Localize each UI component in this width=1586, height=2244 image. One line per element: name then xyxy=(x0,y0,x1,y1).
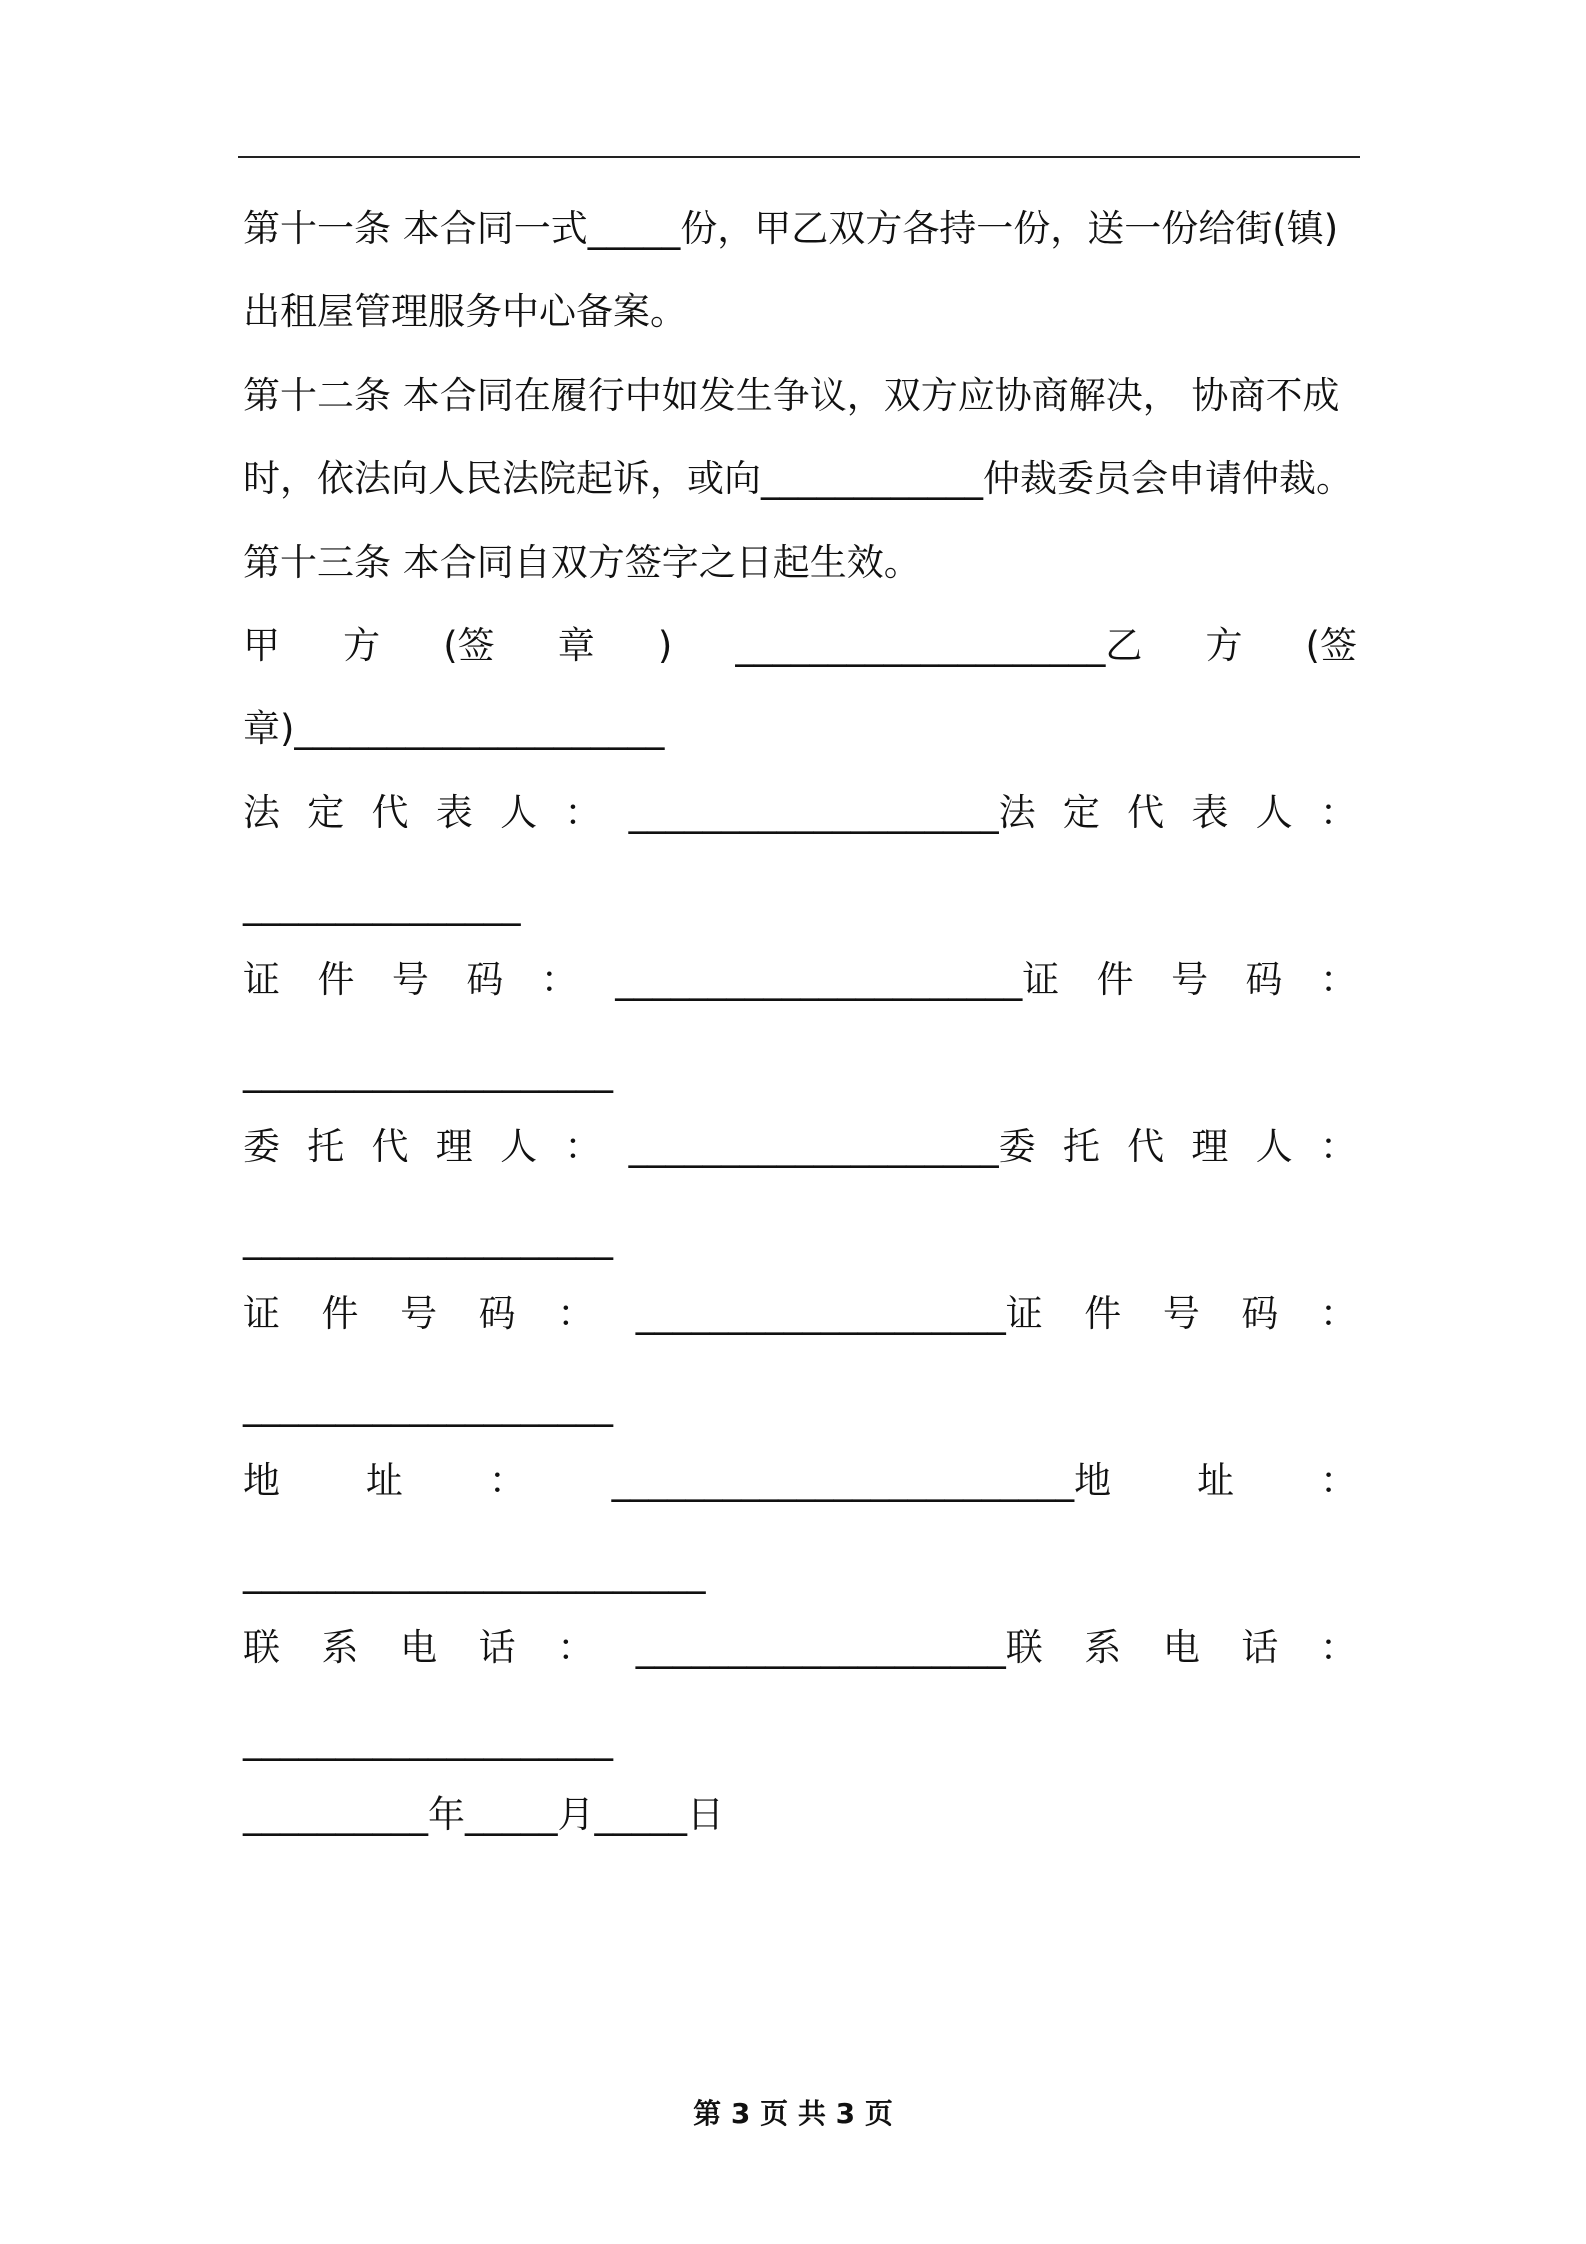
phone-cell: 系 xyxy=(321,1626,359,1669)
phone-cell: 系 xyxy=(1084,1626,1122,1669)
id-cell: ____________________证 xyxy=(635,1292,1043,1335)
id-cell: 码 xyxy=(1241,1292,1279,1335)
legal-rep-cell: 代 xyxy=(371,791,409,834)
legal-rep-cell: ： xyxy=(564,791,602,834)
sig-cell: ____________________乙 xyxy=(735,624,1143,667)
address-blank: _________________________ xyxy=(243,1551,706,1594)
agent-row xyxy=(243,1122,1357,1172)
address-cell: 址 xyxy=(365,1459,403,1502)
phone-cell: ： xyxy=(1319,1626,1357,1669)
page-number-footer: 第 3 页 共 3 页 xyxy=(693,2097,893,2130)
article-12-line-2: 时，依法向人民法院起诉，或向____________仲裁委员会申请仲裁。 xyxy=(243,457,1353,500)
id-cell: 码 xyxy=(1245,958,1283,1001)
phone-cell: 话 xyxy=(478,1626,516,1669)
id-number-blank-2: ____________________ xyxy=(243,1384,613,1427)
sig-cell: ) xyxy=(657,624,673,667)
id-cell: ： xyxy=(1319,1292,1357,1335)
article-11-line-1: 第十一条 本合同一式_____份，甲乙双方各持一份，送一份给街(镇) xyxy=(243,207,1339,250)
agent-cell: 理 xyxy=(1191,1125,1229,1168)
address-cell: ： xyxy=(488,1459,526,1502)
legal-rep-cell: 定 xyxy=(1062,791,1100,834)
sig-cell: (签 xyxy=(443,624,495,667)
id-number-blank-1: ____________________ xyxy=(243,1050,613,1093)
phone-cell: ____________________联 xyxy=(635,1626,1043,1669)
agent-cell: 托 xyxy=(1062,1125,1100,1168)
phone-blank: ____________________ xyxy=(243,1718,613,1761)
phone-row xyxy=(243,1623,1357,1673)
sig-cell: 方 xyxy=(343,624,381,667)
legal-rep-cell: 法 xyxy=(243,791,280,834)
id-number-row-2 xyxy=(243,1289,1357,1339)
address-cell: _________________________地 xyxy=(611,1459,1112,1502)
id-cell: 证 xyxy=(243,1292,280,1335)
agent-cell: 人 xyxy=(1255,1125,1293,1168)
header-rule xyxy=(238,156,1360,158)
agent-cell: 代 xyxy=(371,1125,409,1168)
phone-cell: ： xyxy=(557,1626,595,1669)
legal-rep-cell: 定 xyxy=(307,791,345,834)
id-cell: 件 xyxy=(321,1292,359,1335)
id-cell: 码 xyxy=(466,958,504,1001)
phone-cell: 电 xyxy=(400,1626,438,1669)
address-cell: 址 xyxy=(1197,1459,1235,1502)
agent-cell: 理 xyxy=(435,1125,473,1168)
id-cell: 证 xyxy=(243,958,280,1001)
legal-rep-cell: 人 xyxy=(500,791,538,834)
id-cell: 码 xyxy=(478,1292,516,1335)
phone-cell: 电 xyxy=(1162,1626,1200,1669)
legal-rep-cell: ____________________法 xyxy=(628,791,1036,834)
id-cell: 号 xyxy=(400,1292,438,1335)
agent-cell: ： xyxy=(1319,1125,1357,1168)
phone-cell: 话 xyxy=(1241,1626,1279,1669)
id-cell: ： xyxy=(557,1292,595,1335)
legal-rep-cell: 人 xyxy=(1255,791,1293,834)
article-12-line-1: 第十二条 本合同在履行中如发生争议，双方应协商解决， 协商不成 xyxy=(243,374,1340,417)
address-cell: 地 xyxy=(243,1459,280,1502)
id-cell: ： xyxy=(540,958,578,1001)
sig-cell: (签 xyxy=(1305,624,1357,667)
legal-rep-cell: 表 xyxy=(435,791,473,834)
id-cell: 号 xyxy=(1171,958,1209,1001)
id-cell: 号 xyxy=(391,958,429,1001)
legal-rep-cell: ： xyxy=(1319,791,1357,834)
id-cell: 件 xyxy=(1084,1292,1122,1335)
article-13-line-1: 第十三条 本合同自双方签字之日起生效。 xyxy=(243,541,921,584)
agent-blank: ____________________ xyxy=(243,1217,613,1260)
address-row xyxy=(243,1456,1357,1506)
id-cell: ： xyxy=(1319,958,1357,1001)
phone-cell: 联 xyxy=(243,1626,280,1669)
id-cell: 号 xyxy=(1162,1292,1200,1335)
article-11-line-2: 出租屋管理服务中心备案。 xyxy=(243,290,687,333)
sig-cell: 章 xyxy=(557,624,595,667)
agent-cell: 委 xyxy=(243,1125,280,1168)
id-number-row-1 xyxy=(243,955,1357,1005)
agent-cell: 代 xyxy=(1127,1125,1165,1168)
address-cell: ： xyxy=(1319,1459,1357,1502)
legal-rep-cell: 代 xyxy=(1127,791,1165,834)
party-signature-row xyxy=(243,621,1357,671)
legal-rep-cell: 表 xyxy=(1191,791,1229,834)
id-cell: 件 xyxy=(1096,958,1134,1001)
agent-cell: 人 xyxy=(500,1125,538,1168)
sig-cell: 甲 xyxy=(243,624,280,667)
legal-rep-row xyxy=(243,788,1357,838)
sig-cell: 方 xyxy=(1205,624,1243,667)
id-cell: 件 xyxy=(317,958,355,1001)
agent-cell: ____________________委 xyxy=(628,1125,1036,1168)
id-cell: ______________________证 xyxy=(615,958,1060,1001)
party-b-signature-cont: 章)____________________ xyxy=(243,707,665,750)
agent-cell: ： xyxy=(564,1125,602,1168)
legal-rep-blank: _______________ xyxy=(243,883,521,926)
agent-cell: 托 xyxy=(307,1125,345,1168)
date-line: __________年_____月_____日 xyxy=(243,1793,724,1836)
